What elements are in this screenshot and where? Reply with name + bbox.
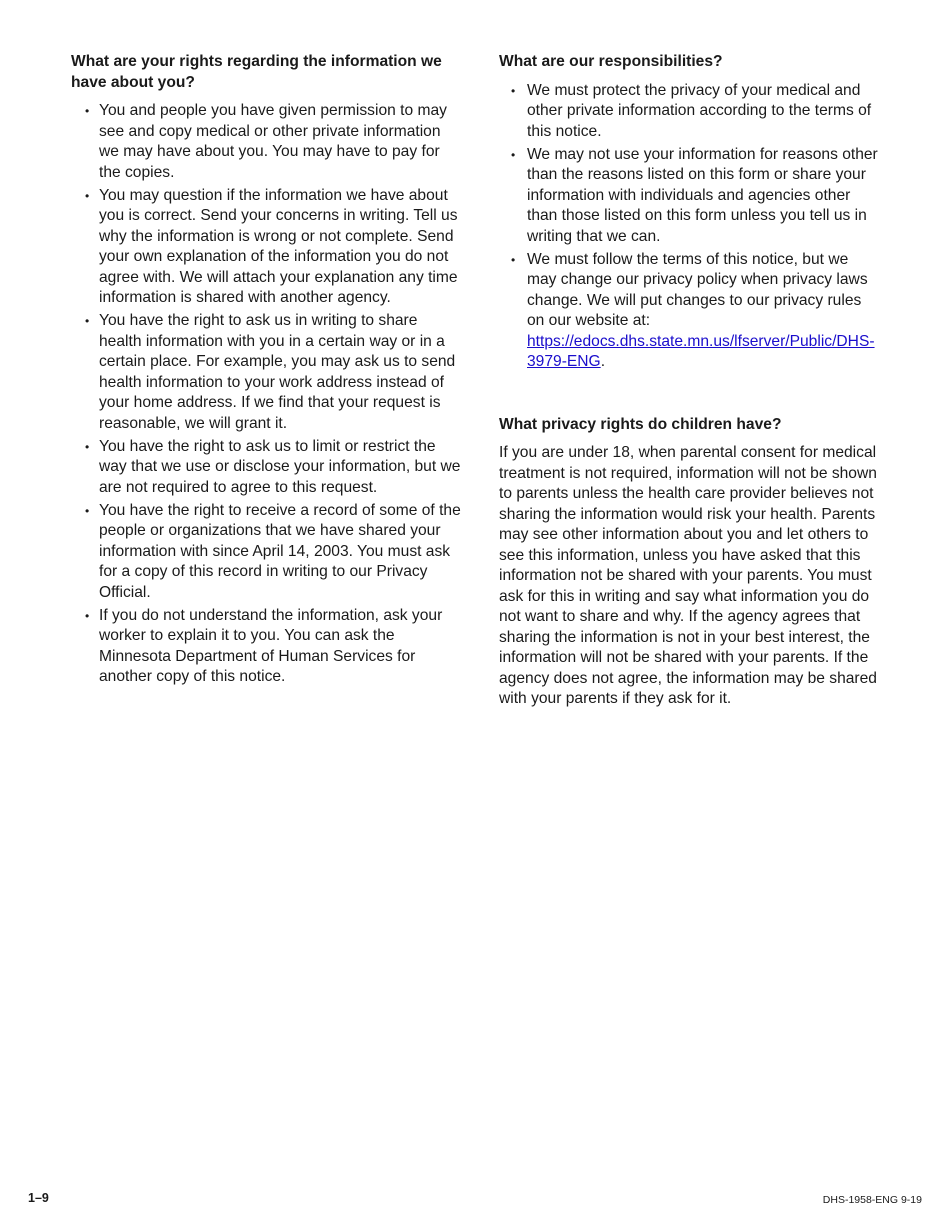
list-item-text: We must follow the terms of this notice, but we may change our privacy policy when privacy laws change. We will put changes to our privacy rules on our website at: bbox=[527, 250, 868, 329]
list-item-text: You have the right to ask us in writing to share health information with you in a certain way or in a certain place. For example, you may ask us to send health information to your work address instead of your home address. If we find that your request is reasonable, we will grant it. bbox=[99, 312, 456, 432]
bullet-icon: • bbox=[85, 439, 90, 454]
list-item-text: We must protect the privacy of your medical and other private information according to the terms of this notice. bbox=[527, 81, 872, 140]
list-item bbox=[71, 501, 463, 604]
list-item bbox=[499, 81, 882, 143]
list-item-text: You have the right to ask us to limit or restrict the way that we use or disclose your information, but we are not required to agree to this request. bbox=[99, 437, 461, 496]
list-item bbox=[71, 311, 463, 434]
rights-list bbox=[71, 101, 463, 688]
bullet-icon: • bbox=[511, 83, 516, 98]
list-item-period: . bbox=[600, 353, 606, 370]
left-column bbox=[71, 52, 463, 690]
responsibilities-list bbox=[499, 81, 882, 373]
list-item bbox=[71, 606, 463, 688]
list-item bbox=[499, 145, 882, 248]
responsibilities-heading: What are our responsibilities? bbox=[499, 53, 723, 70]
form-id: DHS-1958-ENG 9-19 bbox=[822, 1194, 922, 1206]
bullet-icon: • bbox=[85, 314, 90, 328]
list-item-text: You have the right to receive a record of some of the people or organizations that we have shared your information with since April 14, 2003. You must ask for a copy of this record in writing to our Privacy Official. bbox=[99, 501, 461, 601]
children-heading: What privacy rights do children have? bbox=[499, 415, 782, 433]
bullet-icon: • bbox=[85, 104, 90, 118]
list-item bbox=[499, 250, 882, 373]
list-item-text: You and people you have given permission to may see and copy medical or other private information we may have about you. You may have to pay for the copies. bbox=[99, 102, 447, 181]
bullet-icon: • bbox=[511, 252, 516, 267]
right-column bbox=[499, 52, 882, 710]
children-paragraph: If you are under 18, when parental consent for medical treatment is not required, information will not be shown to parents unless the health care provider believes not sharing the information would risk your health. Parents may see other information about you and let others to see this information, unless you have asked that this information not be shared with your parents. You must ask for this in writing and say what information you do not want to share and why. If the agency agrees that sharing the information is not in your best interest, the information will not be shared with your parents. If the agency does not agree, the information may be shared with your parents if they ask for it. bbox=[499, 444, 877, 707]
bullet-icon: • bbox=[85, 503, 90, 518]
list-item bbox=[71, 186, 463, 309]
children-section bbox=[499, 415, 882, 710]
bullet-icon: • bbox=[85, 608, 90, 623]
bullet-icon: • bbox=[85, 188, 90, 203]
list-item-text: We may not use your information for reasons other than the reasons listed on this form or share your information with individuals and agencies other than those listed on this form unless you tell us in writing that we can. bbox=[527, 145, 878, 245]
list-item bbox=[71, 101, 463, 183]
list-item-text: If you do not understand the information, ask your worker to explain it to you. You can ask the Minnesota Department of Human Services for another copy of this notice. bbox=[99, 606, 443, 685]
privacy-rules-link[interactable]: https://edocs.dhs.state.mn.us/lfserver/Public/DHS-3979-ENG bbox=[527, 332, 875, 370]
rights-heading: What are your rights regarding the information we have about you? bbox=[71, 53, 442, 91]
list-item-text: You may question if the information we have about you is correct. Send your concerns in writing. Tell us why the information is wrong or not complete. Send your own explanation of the information you do not agree with. We will attach your explanation any time information is shared with another agency. bbox=[99, 186, 458, 306]
page-number: 1–9 bbox=[28, 1191, 49, 1205]
bullet-icon: • bbox=[511, 147, 516, 162]
list-item bbox=[71, 437, 463, 499]
